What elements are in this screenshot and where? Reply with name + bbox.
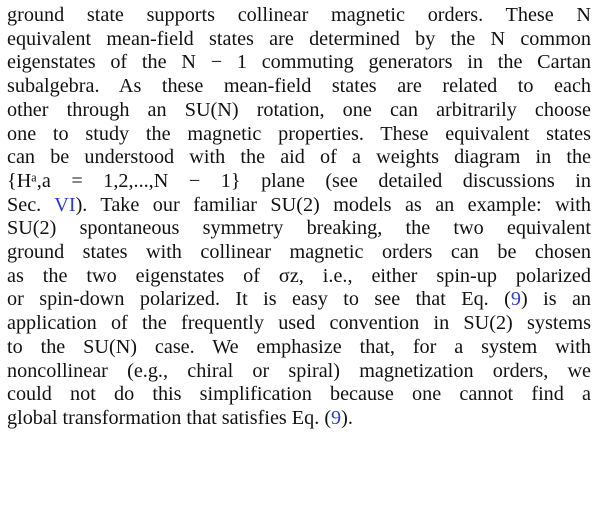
text-run: noncollinear (e.g., chiral or spiral) magnetization orders, we [7, 359, 591, 382]
text-run: Sec. [7, 193, 55, 216]
text-line [7, 360, 591, 384]
text-line [7, 51, 591, 75]
text-run: ). [341, 406, 353, 429]
text-run: ). Take our familiar SU(2) models as an example: with [75, 193, 591, 216]
text-line [7, 407, 591, 431]
text-run: eigenstates of the N − 1 commuting generators in the Cartan [7, 51, 591, 74]
text-run: ground states with collinear magnetic orders can be chosen [7, 241, 591, 264]
text-run: one to study the magnetic properties. These equivalent states [7, 122, 591, 145]
equation-reference-link[interactable]: 9 [331, 406, 342, 429]
text-run: to the SU(N) case. We emphasize that, for a system with [7, 335, 591, 358]
text-run: ground state supports collinear magnetic orders. These N [7, 4, 591, 26]
body-paragraph [7, 4, 591, 431]
text-run: application of the frequently used convention in SU(2) systems [7, 312, 591, 335]
text-run: ) is an [520, 288, 592, 311]
text-run: could not do this simplification because one cannot find a [7, 383, 591, 406]
text-line [7, 75, 591, 99]
text-line [7, 336, 591, 360]
text-run: {Hᵃ,a = 1,2,...,N − 1} plane (see detailed discussions in [7, 169, 591, 192]
text-line [7, 170, 591, 194]
text-line [7, 28, 591, 52]
text-line [7, 99, 591, 123]
text-line [7, 217, 591, 241]
text-line [7, 383, 591, 407]
text-run: equivalent mean-field states are determined by the N common [7, 27, 591, 50]
text-line [7, 194, 591, 218]
text-line [7, 146, 591, 170]
equation-reference-link[interactable]: 9 [510, 288, 521, 311]
text-run: or spin-down polarized. It is easy to see that Eq. ( [7, 288, 511, 311]
section-reference-link[interactable]: VI [54, 193, 76, 216]
text-run: other through an SU(N) rotation, one can arbitrarily choose [7, 98, 591, 121]
text-run: can be understood with the aid of a weights diagram in the [7, 146, 591, 169]
text-line [7, 123, 591, 147]
text-line [7, 265, 591, 289]
text-line [7, 4, 591, 28]
text-run: global transformation that satisfies Eq. ( [7, 406, 332, 429]
text-line [7, 288, 591, 312]
text-run: SU(2) spontaneous symmetry breaking, the two equivalent [7, 217, 591, 240]
text-run: subalgebra. As these mean-field states are related to each [7, 75, 591, 98]
text-line [7, 241, 591, 265]
text-line [7, 312, 591, 336]
text-run: as the two eigenstates of σz, i.e., either spin-up polarized [7, 264, 591, 287]
